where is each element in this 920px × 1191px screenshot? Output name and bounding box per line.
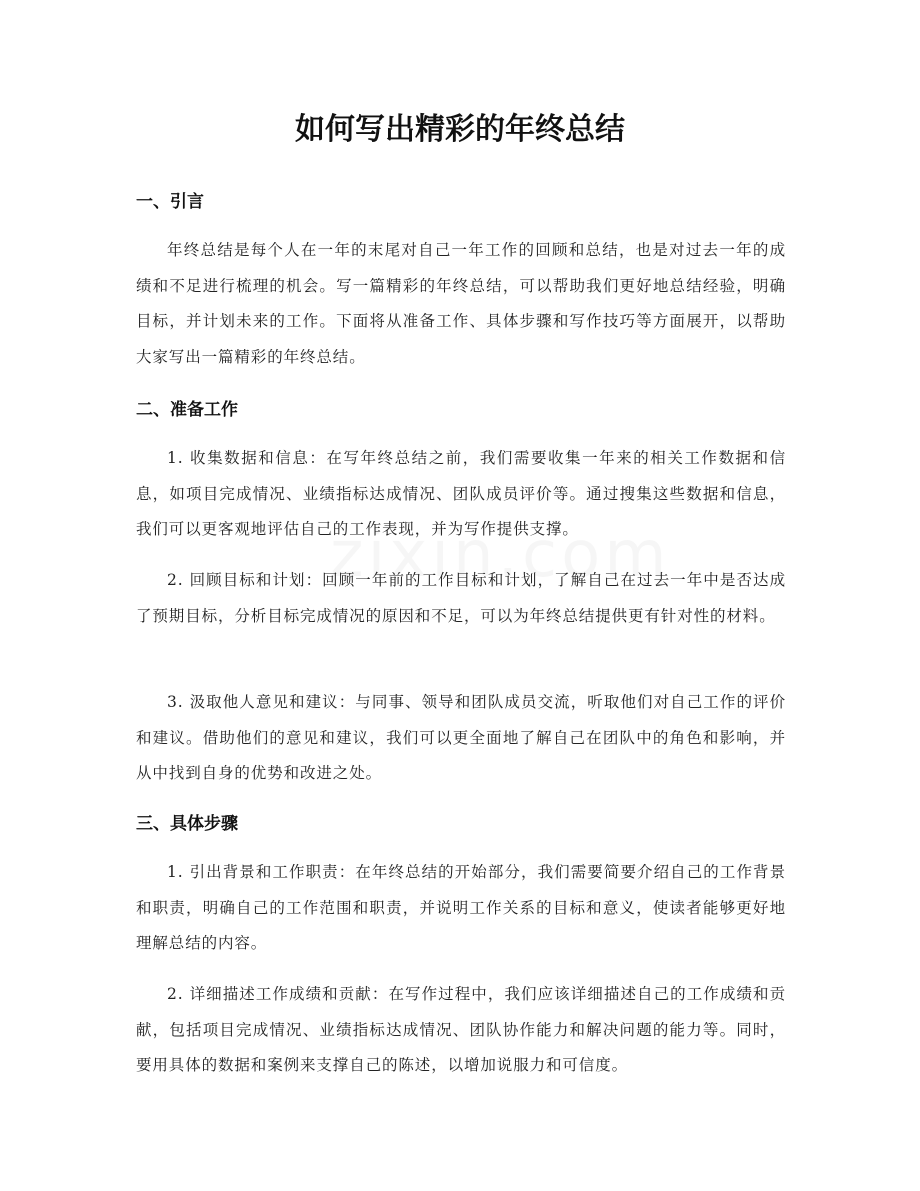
document-title: 如何写出精彩的年终总结 (295, 112, 625, 147)
paragraph-steps-1: 1. 引出背景和工作职责：在年终总结的开始部分，我们需要简要介绍自己的工作背景和职责，明确自己的工作范围和职责，并说明工作关系的目标和意义，使读者能够更好地理解总结的内容。 (136, 863, 786, 952)
paragraph-preparation-3: 3. 汲取他人意见和建议：与同事、领导和团队成员交流，听取他们对自己工作的评价和建议。借助他们的意见和建议，我们可以更全面地了解自己在团队中的角色和影响，并从中找到自身的优势和改进之处。 (136, 693, 786, 782)
paragraph-preparation-2: 2. 回顾目标和计划：回顾一年前的工作目标和计划，了解自己在过去一年中是否达成了预期目标，分析目标完成情况的原因和不足，可以为年终总结提供更有针对性的材料。 (136, 571, 786, 625)
section-heading-introduction: 一、引言 (136, 192, 204, 212)
paragraph-introduction: 年终总结是每个人在一年的末尾对自己一年工作的回顾和总结，也是对过去一年的成绩和不足进行梳理的机会。写一篇精彩的年终总结，可以帮助我们更好地总结经验，明确目标，并计划未来的工作。下面将从准备工作、具体步骤和写作技巧等方面展开，以帮助大家写出一篇精彩的年终总结。 (136, 241, 786, 366)
section-heading-steps: 三、具体步骤 (136, 814, 238, 834)
section-heading-preparation: 二、准备工作 (136, 400, 238, 420)
paragraph-steps-2: 2. 详细描述工作成绩和贡献：在写作过程中，我们应该详细描述自己的工作成绩和贡献，包括项目完成情况、业绩指标达成情况、团队协作能力和解决问题的能力等。同时，要用具体的数据和案例来支撑自己的陈述，以增加说服力和可信度。 (136, 985, 786, 1074)
paragraph-preparation-1: 1. 收集数据和信息：在写年终总结之前，我们需要收集一年来的相关工作数据和信息，如项目完成情况、业绩指标达成情况、团队成员评价等。通过搜集这些数据和信息，我们可以更客观地评估自己的工作表现，并为写作提供支撑。 (136, 449, 786, 538)
